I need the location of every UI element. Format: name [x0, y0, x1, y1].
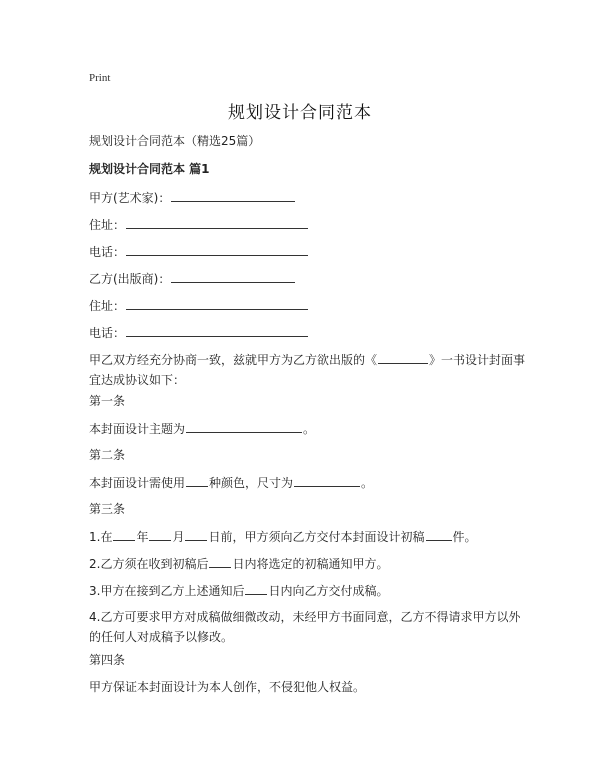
party-a-phone-label: 电话： [89, 245, 126, 259]
article3-item2 [89, 553, 388, 574]
notify-days-blank [209, 553, 231, 568]
article2-text [89, 472, 373, 493]
article1-text [89, 418, 315, 439]
item1-p5: 件。 [452, 530, 477, 544]
document-subtitle: 规划设计合同范本（精选25篇） [89, 134, 261, 148]
article1-text-after: 。 [303, 422, 316, 436]
party-a-name-row [89, 187, 296, 208]
party-b-name-blank [171, 268, 295, 283]
delivery-days-blank [245, 580, 267, 595]
article3-item3 [89, 580, 388, 601]
party-b-address-blank [126, 295, 308, 310]
intro-text-after: 》一书设计封面事宜达成协议如下： [89, 353, 526, 387]
item2-p2: 日内将选定的初稿通知甲方。 [232, 557, 389, 571]
item3-p2: 日内向乙方交付成稿。 [268, 584, 389, 598]
year-blank [113, 526, 135, 541]
color-count-blank [186, 472, 208, 487]
theme-blank [186, 418, 302, 433]
article3-item4: 4.乙方可要求甲方对成稿做细微改动，未经甲方书面同意，乙方不得请求甲方以外的任何人对成稿予以修改。 [89, 610, 521, 644]
article4-heading: 第四条 [89, 653, 126, 667]
party-b-name-row [89, 268, 296, 289]
party-a-address-blank [126, 214, 308, 229]
item3-p1: 3.甲方在接到乙方上述通知后 [89, 584, 245, 598]
article1-text-before: 本封面设计主题为 [89, 422, 186, 436]
size-blank [294, 472, 360, 487]
party-b-address-label: 住址： [89, 299, 126, 313]
party-a-phone-row [89, 241, 309, 262]
day-blank [185, 526, 207, 541]
article2-part3: 。 [361, 476, 374, 490]
book-title-blank [378, 349, 428, 364]
draft-count-blank [426, 526, 452, 541]
item1-p1: 1.在 [89, 530, 113, 544]
party-b-name-label: 乙方(出版商)： [89, 272, 171, 286]
article1-heading: 第一条 [89, 394, 126, 408]
item1-p4: 日前，甲方须向乙方交付本封面设计初稿 [208, 530, 425, 544]
party-b-phone-row [89, 322, 309, 343]
article2-heading: 第二条 [89, 448, 126, 462]
item1-p3: 月 [172, 530, 185, 544]
month-blank [149, 526, 171, 541]
article2-part1: 本封面设计需使用 [89, 476, 186, 490]
item2-p1: 2.乙方须在收到初稿后 [89, 557, 209, 571]
party-a-phone-blank [126, 241, 308, 256]
party-b-phone-label: 电话： [89, 326, 126, 340]
intro-paragraph [89, 349, 529, 390]
party-a-name-label: 甲方(艺术家)： [89, 191, 171, 205]
article2-part2: 种颜色，尺寸为 [209, 476, 294, 490]
party-a-name-blank [171, 187, 295, 202]
item1-p2: 年 [136, 530, 149, 544]
article3-heading: 第三条 [89, 502, 126, 516]
article4-text: 甲方保证本封面设计为本人创作，不侵犯他人权益。 [89, 680, 366, 694]
party-b-phone-blank [126, 322, 308, 337]
print-link[interactable]: Print [89, 72, 111, 84]
section-heading: 规划设计合同范本 篇1 [89, 162, 210, 176]
party-b-address-row [89, 295, 309, 316]
party-a-address-row [89, 214, 309, 235]
article3-item1 [89, 526, 477, 547]
document-title: 规划设计合同范本 [228, 103, 372, 123]
party-a-address-label: 住址： [89, 218, 126, 232]
intro-text-before: 甲乙双方经充分协商一致，兹就甲方为乙方欲出版的《 [89, 353, 378, 367]
